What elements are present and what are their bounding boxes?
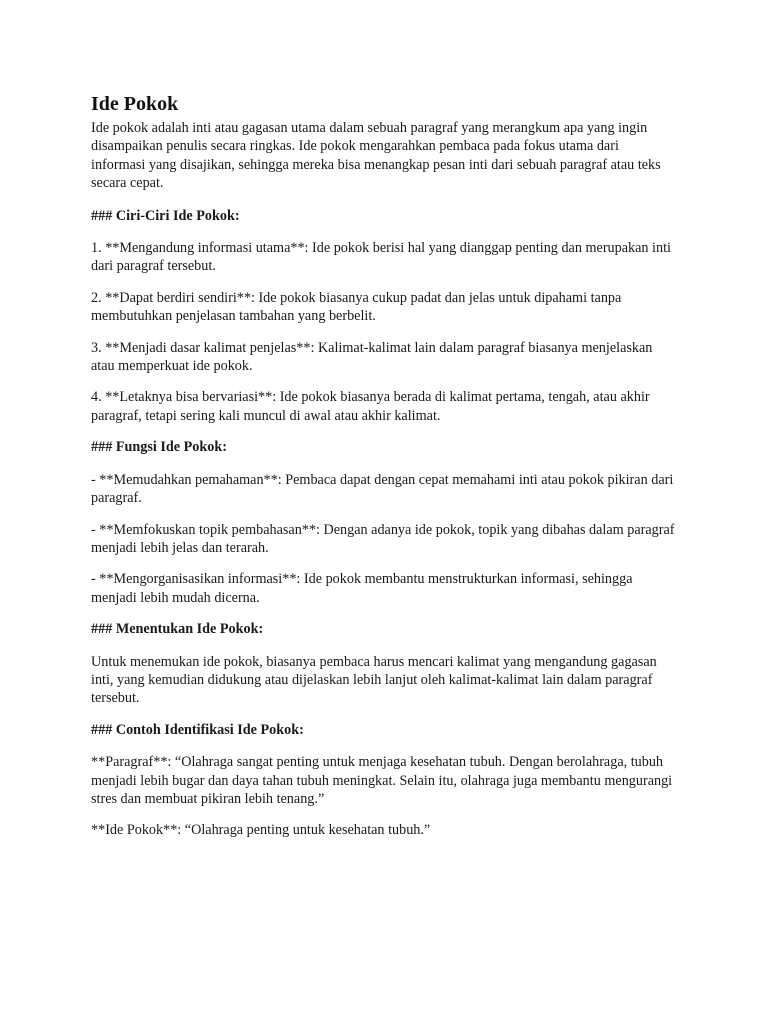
section-heading-fungsi: ### Fungsi Ide Pokok: — [91, 439, 227, 456]
section-heading-contoh: ### Contoh Identifikasi Ide Pokok: — [91, 721, 304, 738]
list-item: 4. **Letaknya bisa bervariasi**: Ide pokok biasanya berada di kalimat pertama, tengah, atau akhir paragraf, tetapi sering kali muncul di awal atau akhir kalimat. — [91, 389, 650, 424]
section-heading-menentukan: ### Menentukan Ide Pokok: — [91, 621, 264, 638]
document-page — [91, 91, 676, 853]
example-main-idea: **Ide Pokok**: “Olahraga penting untuk kesehatan tubuh.” — [91, 822, 431, 839]
list-item: 3. **Menjadi dasar kalimat penjelas**: Kalimat-kalimat lain dalam paragraf biasanya menjelaskan atau memperkuat ide pokok. — [91, 339, 653, 375]
body-paragraph: Untuk menemukan ide pokok, biasanya pembaca harus mencari kalimat yang mengandung gagasan inti, yang kemudian didukung atau dijelaskan lebih lanjut oleh kalimat-kalimat lain dalam paragraf tersebut. — [91, 653, 657, 707]
list-item: - **Mengorganisasikan informasi**: Ide pokok membantu menstrukturkan informasi, sehingga menjadi lebih mudah dicerna. — [91, 571, 633, 606]
list-item: - **Memfokuskan topik pembahasan**: Dengan adanya ide pokok, topik yang dibahas dalam paragraf menjadi lebih jelas dan terarah. — [91, 521, 675, 556]
list-item: 1. **Mengandung informasi utama**: Ide pokok berisi hal yang dianggap penting dan merupakan inti dari paragraf tersebut. — [91, 240, 671, 275]
example-paragraph: **Paragraf**: “Olahraga sangat penting untuk menjaga kesehatan tubuh. Dengan berolahraga, tubuh menjadi lebih bugar dan daya tahan tubuh meningkat. Selain itu, olahraga juga membantu mengurangi stres dan membuat pikiran lebih tenang.” — [91, 754, 673, 807]
intro-paragraph: Ide pokok adalah inti atau gagasan utama dalam sebuah paragraf yang merangkum apa yang ingin disampaikan penulis secara ringkas. Ide pokok mengarahkan pembaca pada fokus utama dari informasi yang disajikan, sehingga mereka bisa menangkap pesan inti dari sebuah paragraf atau teks secara cepat. — [91, 120, 661, 192]
list-item: 2. **Dapat berdiri sendiri**: Ide pokok biasanya cukup padat dan jelas untuk dipahami tanpa membutuhkan penjelasan tambahan yang berbelit. — [91, 289, 622, 325]
document-title: Ide Pokok — [91, 93, 179, 115]
section-heading-ciri-ciri: ### Ciri-Ciri Ide Pokok: — [91, 207, 240, 224]
list-item: - **Memudahkan pemahaman**: Pembaca dapat dengan cepat memahami inti atau pokok pikiran dari paragraf. — [91, 471, 674, 507]
